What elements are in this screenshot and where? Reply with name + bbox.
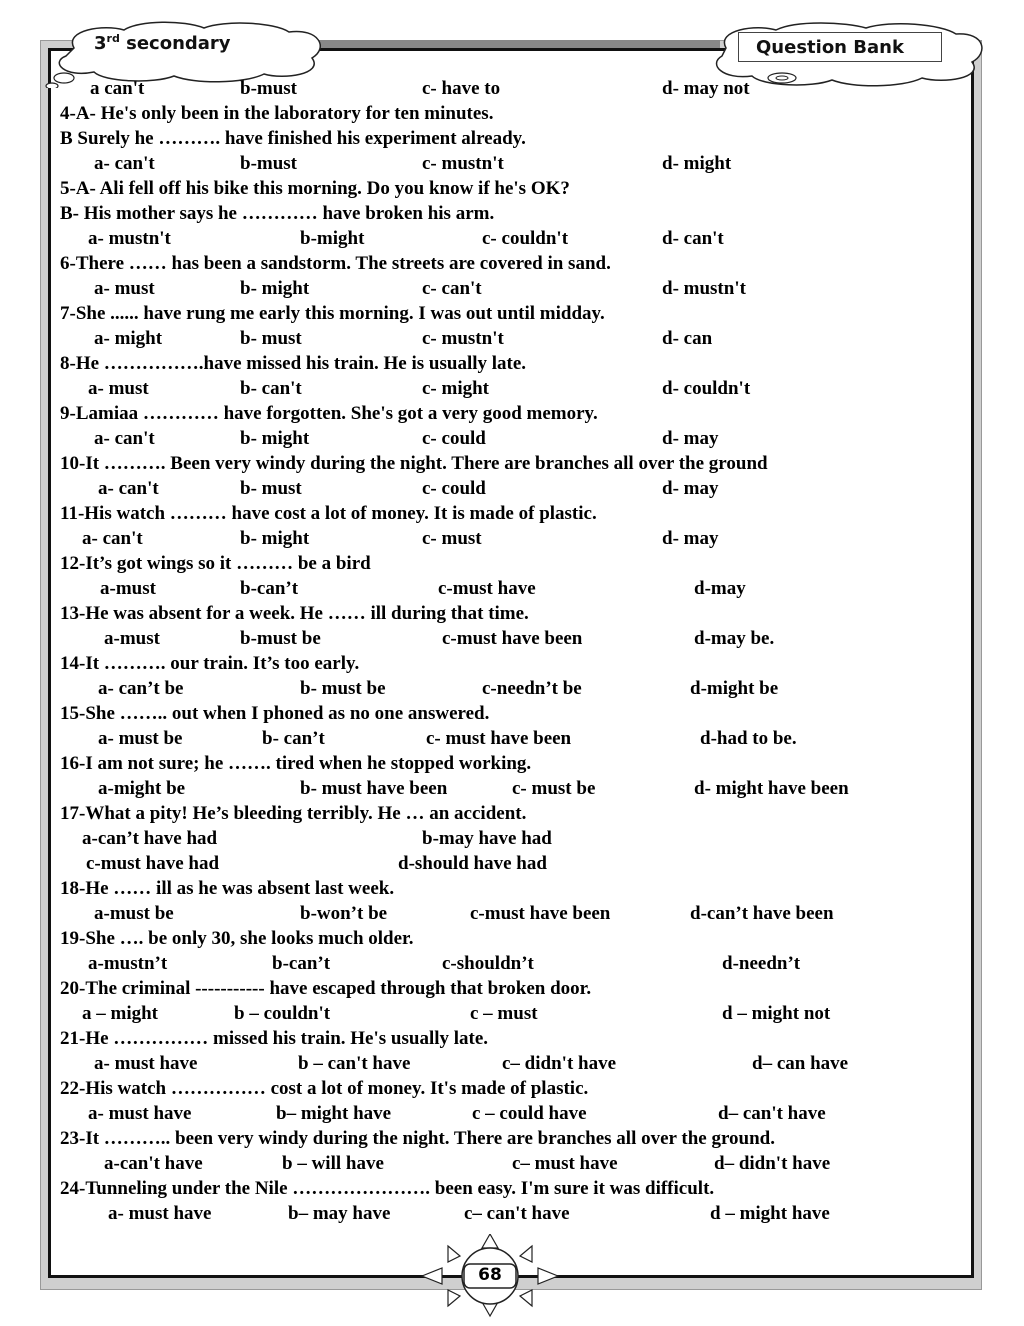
answer-option: b-must xyxy=(240,78,298,99)
answer-option: d-may be. xyxy=(694,628,775,649)
answer-option: d- can xyxy=(662,328,713,349)
options-line xyxy=(60,851,960,876)
answer-option: d– can't have xyxy=(718,1103,826,1124)
answer-option: b – can't have xyxy=(298,1053,411,1074)
options-line xyxy=(60,626,960,651)
answer-option: c– must have xyxy=(512,1153,618,1174)
answer-option: d-had to be. xyxy=(700,728,797,749)
options-line xyxy=(60,76,960,101)
answer-option: c- have to xyxy=(422,78,501,99)
answer-option: d-needn’t xyxy=(722,953,801,974)
answer-option: b- can't xyxy=(240,378,302,399)
answer-option: b- might xyxy=(240,428,310,449)
answer-option: b- must xyxy=(240,478,302,499)
answer-option: b- might xyxy=(240,278,310,299)
options-line xyxy=(60,151,960,176)
options-line xyxy=(60,226,960,251)
answer-option: d– can have xyxy=(752,1053,849,1074)
options-line xyxy=(60,1001,960,1026)
question-line: 11-His watch ……… have cost a lot of money. It is made of plastic. xyxy=(60,503,597,524)
options-line xyxy=(60,326,960,351)
question-line: 7-She ...... have rung me early this morning. I was out until midday. xyxy=(60,303,605,324)
options-line xyxy=(60,376,960,401)
question-line: 13-He was absent for a week. He …… ill during that time. xyxy=(60,603,529,624)
answer-option: c-needn’t be xyxy=(482,678,582,699)
answer-option: b-may have had xyxy=(422,828,552,849)
answer-option: c – must xyxy=(470,1003,538,1024)
question-line: 19-She …. be only 30, she looks much older. xyxy=(60,928,414,949)
answer-option: b-might xyxy=(300,228,365,249)
question-line: 15-She …….. out when I phoned as no one answered. xyxy=(60,703,490,724)
section-title: Question Bank xyxy=(756,37,904,58)
answer-option: a-mustn’t xyxy=(88,953,168,974)
options-line xyxy=(60,1201,960,1226)
answer-option: a- can't xyxy=(98,478,159,499)
question-line: 22-His watch …………… cost a lot of money. It's made of plastic. xyxy=(60,1078,589,1099)
options-line xyxy=(60,276,960,301)
answer-option: d- can't xyxy=(662,228,724,249)
answer-option: a- must xyxy=(94,278,155,299)
answer-option: a- must have xyxy=(94,1053,198,1074)
options-line xyxy=(60,426,960,451)
question-line: 5-A- Ali fell off his bike this morning. Do you know if he's OK? xyxy=(60,178,570,199)
question-line: 14-It ………. our train. It’s too early. xyxy=(60,653,360,674)
answer-option: c- could xyxy=(422,428,486,449)
options-line xyxy=(60,1151,960,1176)
answer-option: b – couldn't xyxy=(234,1003,331,1024)
question-line: 9-Lamiaa ………… have forgotten. She's got a very good memory. xyxy=(60,403,598,424)
answer-option: a- can't xyxy=(94,153,155,174)
question-line: 23-It ……….. been very windy during the night. There are branches all over the ground. xyxy=(60,1128,775,1149)
answer-option: d- mustn't xyxy=(662,278,746,299)
answer-option: b – will have xyxy=(282,1153,384,1174)
answer-option: c- couldn't xyxy=(482,228,569,249)
answer-option: d – might have xyxy=(710,1203,830,1224)
answer-option: d-may xyxy=(694,578,746,599)
answer-option: a-must xyxy=(100,578,156,599)
answer-option: d- may xyxy=(662,528,719,549)
options-line xyxy=(60,1051,960,1076)
answer-option: a- must xyxy=(88,378,149,399)
answer-option: b– may have xyxy=(288,1203,391,1224)
answer-option: c- might xyxy=(422,378,490,399)
answer-option: d- might have been xyxy=(694,778,849,799)
question-line: 24-Tunneling under the Nile …………………. been easy. I'm sure it was difficult. xyxy=(60,1178,715,1199)
answer-option: a-can't have xyxy=(104,1153,203,1174)
answer-option: a- can't xyxy=(82,528,143,549)
answer-option: c-must have xyxy=(438,578,536,599)
answer-option: c– didn't have xyxy=(502,1053,617,1074)
answer-option: b- can’t xyxy=(262,728,325,749)
answer-option: a- must be xyxy=(98,728,183,749)
answer-option: a- might xyxy=(94,328,163,349)
answer-option: c- must have been xyxy=(426,728,572,749)
question-line: 10-It ………. Been very windy during the night. There are branches all over the ground xyxy=(60,453,768,474)
page-number: 68 xyxy=(478,1265,502,1285)
answer-option: b-can’t xyxy=(272,953,331,974)
answer-option: a can't xyxy=(90,78,145,99)
answer-option: a- must have xyxy=(108,1203,212,1224)
answer-option: a- must have xyxy=(88,1103,192,1124)
options-line xyxy=(60,901,960,926)
question-line: 4-A- He's only been in the laboratory for ten minutes. xyxy=(60,103,494,124)
question-line: 17-What a pity! He’s bleeding terribly. He … an accident. xyxy=(60,803,527,824)
answer-option: d- may xyxy=(662,428,719,449)
answer-option: a- can’t be xyxy=(98,678,184,699)
question-line: 21-He …………… missed his train. He's usually late. xyxy=(60,1028,489,1049)
answer-option: c-must have been xyxy=(470,903,611,924)
answer-option: b- must have been xyxy=(300,778,448,799)
question-line: 16-I am not sure; he ……. tired when he stopped working. xyxy=(60,753,532,774)
answer-option: d-should have had xyxy=(398,853,547,874)
answer-option: c-must have been xyxy=(442,628,583,649)
answer-option: c- must be xyxy=(512,778,596,799)
answer-option: b-must be xyxy=(240,628,321,649)
answer-option: a-might be xyxy=(98,778,186,799)
options-line xyxy=(60,676,960,701)
answer-option: d- might xyxy=(662,153,732,174)
question-line: B Surely he ………. have finished his experiment already. xyxy=(60,128,526,149)
question-line: 12-It’s got wings so it ……… be a bird xyxy=(60,553,371,574)
answer-option: b-won’t be xyxy=(300,903,388,924)
options-line xyxy=(60,526,960,551)
answer-option: d-might be xyxy=(690,678,779,699)
answer-option: b- must xyxy=(240,328,302,349)
question-list xyxy=(60,76,960,1226)
answer-option: d– didn't have xyxy=(714,1153,831,1174)
question-line: 20-The criminal ----------- have escaped through that broken door. xyxy=(60,978,592,999)
answer-option: b- must be xyxy=(300,678,386,699)
answer-option: d- couldn't xyxy=(662,378,751,399)
answer-option: d – might not xyxy=(722,1003,831,1024)
options-line xyxy=(60,726,960,751)
answer-option: a- can't xyxy=(94,428,155,449)
header-bar xyxy=(300,40,720,48)
answer-option: c – could have xyxy=(472,1103,587,1124)
answer-option: a-must be xyxy=(94,903,174,924)
answer-option: c-must have had xyxy=(86,853,220,874)
answer-option: b– might have xyxy=(276,1103,392,1124)
answer-option: c– can't have xyxy=(464,1203,570,1224)
question-line: 6-There …… has been a sandstorm. The streets are covered in sand. xyxy=(60,253,611,274)
question-line: 18-He …… ill as he was absent last week. xyxy=(60,878,395,899)
answer-option: c- mustn't xyxy=(422,153,504,174)
options-line xyxy=(60,1101,960,1126)
answer-option: d- may not xyxy=(662,78,750,99)
answer-option: c- could xyxy=(422,478,486,499)
options-line xyxy=(60,826,960,851)
answer-option: c-shouldn’t xyxy=(442,953,534,974)
answer-option: b- might xyxy=(240,528,310,549)
answer-option: a – might xyxy=(82,1003,158,1024)
question-line: 8-He …………….have missed his train. He is usually late. xyxy=(60,353,527,374)
answer-option: b-must xyxy=(240,153,298,174)
answer-option: c- mustn't xyxy=(422,328,504,349)
options-line xyxy=(60,476,960,501)
answer-option: b-can’t xyxy=(240,578,299,599)
answer-option: d-can’t have been xyxy=(690,903,834,924)
question-line: B- His mother says he ………… have broken his arm. xyxy=(60,203,495,224)
answer-option: c- must xyxy=(422,528,482,549)
answer-option: a- mustn't xyxy=(88,228,171,249)
grade-label: 3rd secondary xyxy=(94,32,231,54)
answer-option: a-can’t have had xyxy=(82,828,218,849)
options-line xyxy=(60,951,960,976)
options-line xyxy=(60,576,960,601)
answer-option: c- can't xyxy=(422,278,482,299)
options-line xyxy=(60,776,960,801)
answer-option: a-must xyxy=(104,628,160,649)
answer-option: d- may xyxy=(662,478,719,499)
